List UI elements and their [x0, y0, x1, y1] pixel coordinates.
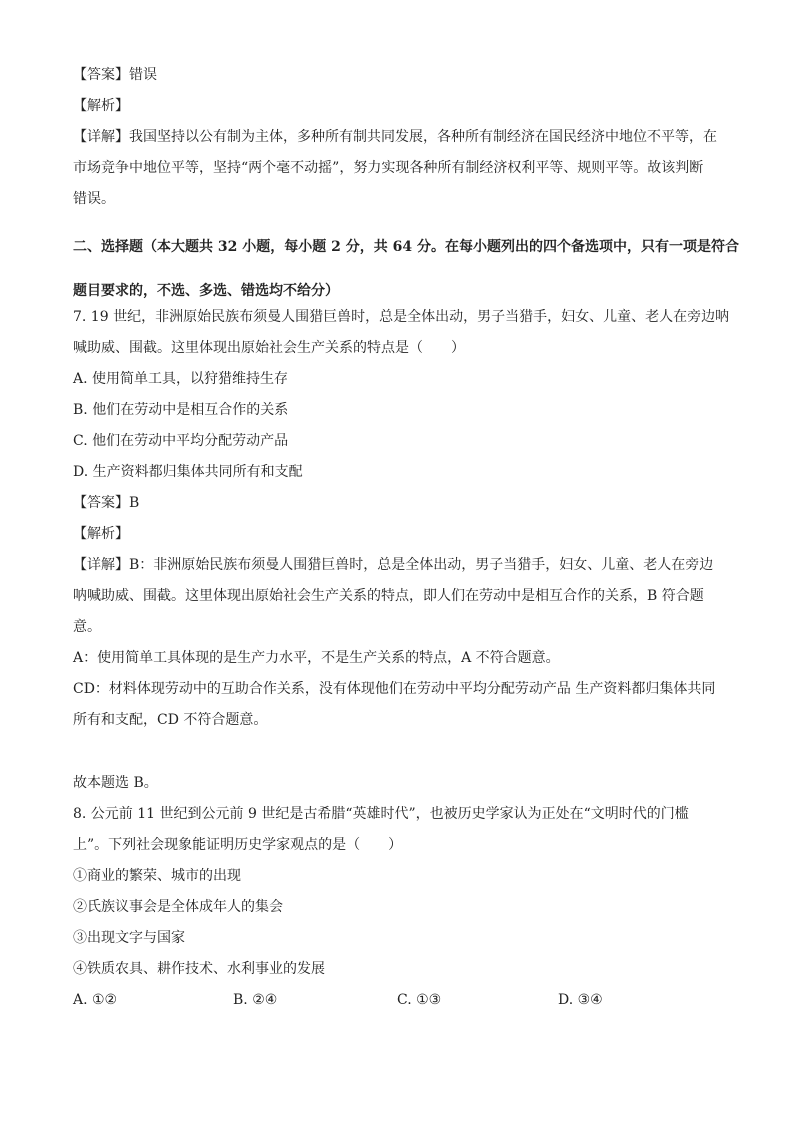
option-a: A. 使用简单工具，以狩猎维持生存 [73, 371, 289, 387]
question-stem: 8. 公元前 11 世纪到公元前 9 世纪是古希腊“英雄时代”，也被历史学家认为正处在“文明时代的门槛 [73, 806, 689, 822]
option-d: D. ③④ [558, 992, 603, 1008]
question-8-options [73, 985, 723, 1016]
question-stem: 上”。下列社会现象能证明历史学家观点的是（ ） [73, 837, 403, 853]
detail-line: 错误。 [73, 191, 115, 207]
detail-line: 市场竞争中地位平等，坚持“两个毫不动摇”，努力实现各种所有制经济权利平等、规则平等。故该判断 [73, 160, 704, 176]
section-heading [73, 225, 739, 313]
statement-item: ②氏族议事会是全体成年人的集会 [73, 899, 283, 915]
option-a: A. ①② [73, 992, 118, 1008]
option-d: D. 生产资料都归集体共同所有和支配 [73, 464, 303, 480]
answer-line: 【答案】B [73, 495, 140, 511]
detail-line: 意。 [73, 619, 101, 635]
detail-line: 呐喊助威、围截。这里体现出原始社会生产关系的特点，即人们在劳动中是相互合作的关系，B 符合题 [73, 588, 704, 604]
question-stem: 7. 19 世纪，非洲原始民族布须曼人围猎巨兽时，总是全体出动，男子当猎手，妇女、儿童、老人在旁边呐 [73, 309, 730, 325]
section-heading-line: 题目要求的，不选、多选、错选均不给分） [73, 283, 339, 299]
answer-line: 【答案】错误 [73, 67, 157, 83]
question-7 [73, 302, 730, 736]
analysis-label: 【解析】 [73, 98, 129, 114]
question-7-conclusion [73, 768, 723, 799]
detail-line: 所有和支配，CD 不符合题意。 [73, 712, 268, 728]
statement-item: ①商业的繁荣、城市的出现 [73, 868, 241, 884]
question-stem: 喊助威、围截。这里体现出原始社会生产关系的特点是（ ） [73, 340, 465, 356]
question-8 [73, 799, 723, 985]
detail-line: CD：材料体现劳动中的互助合作关系，没有体现他们在劳动中平均分配劳动产品 生产资料都归集体共同 [73, 681, 716, 697]
detail-line: 【详解】B：非洲原始民族布须曼人围猎巨兽时，总是全体出动，男子当猎手，妇女、儿童、老人在旁边 [73, 557, 714, 573]
statement-item: ③出现文字与国家 [73, 930, 185, 946]
conclusion-line: 故本题选 B。 [73, 775, 158, 791]
option-c: C. ①③ [397, 992, 442, 1008]
detail-line: 【详解】我国坚持以公有制为主体，多种所有制共同发展，各种所有制经济在国民经济中地位不平等，在 [73, 129, 717, 145]
option-c: C. 他们在劳动中平均分配劳动产品 [73, 433, 289, 449]
option-b: B. 他们在劳动中是相互合作的关系 [73, 402, 289, 418]
section-heading-line: 二、选择题（本大题共 32 小题，每小题 2 分，共 64 分。在每小题列出的四个备选项中，只有一项是符合 [73, 239, 739, 255]
detail-line: A：使用简单工具体现的是生产力水平，不是生产关系的特点，A 不符合题意。 [73, 650, 560, 666]
statement-item: ④铁质农具、耕作技术、水利事业的发展 [73, 961, 325, 977]
analysis-label: 【解析】 [73, 526, 129, 542]
q6-answer-block [73, 60, 723, 215]
option-b: B. ②④ [233, 992, 278, 1008]
